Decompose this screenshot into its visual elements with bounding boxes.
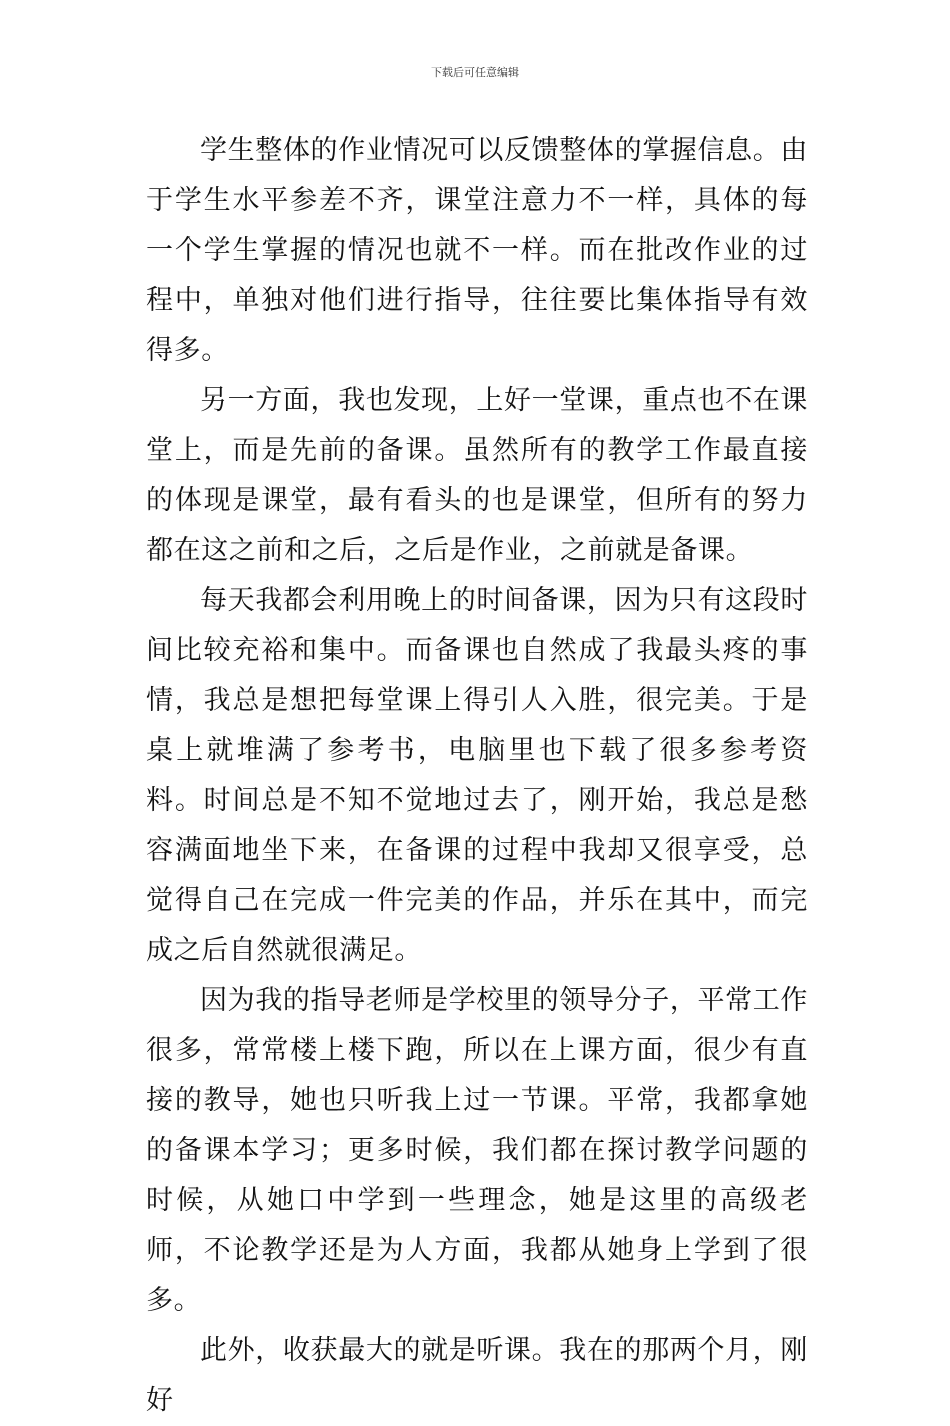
paragraph-5: 此外，收获最大的就是听课。我在的那两个月，刚好 (146, 1335, 808, 1416)
paragraph-1: 学生整体的作业情况可以反馈整体的掌握信息。由于学生水平参差不齐，课堂注意力不一样，具体的每一个学生掌握的情况也就不一样。而在批改作业的过程中，单独对他们进行指导，往往要比集体指导有效得多。 (146, 135, 808, 366)
paragraph-4: 因为我的指导老师是学校里的领导分子，平常工作很多，常常楼上楼下跑，所以在上课方面，很少有直接的教导，她也只听我上过一节课。平常，我都拿她的备课本学习；更多时候，我们都在探讨教学问题的时候，从她口中学到一些理念，她是这里的高级老师，不论教学还是为人方面，我都从她身上学到了很多。 (146, 985, 808, 1316)
paragraph-2: 另一方面，我也发现，上好一堂课，重点也不在课堂上，而是先前的备课。虽然所有的教学工作最直接的体现是课堂，最有看头的也是课堂，但所有的努力都在这之前和之后，之后是作业，之前就是备课。 (146, 385, 808, 566)
document-body (146, 126, 808, 1426)
paragraph-3: 每天我都会利用晚上的时间备课，因为只有这段时间比较充裕和集中。而备课也自然成了我最头疼的事情，我总是想把每堂课上得引人入胜，很完美。于是桌上就堆满了参考书，电脑里也下载了很多参考资料。时间总是不知不觉地过去了，刚开始，我总是愁容满面地坐下来，在备课的过程中我却又很享受，总觉得自己在完成一件完美的作品，并乐在其中，而完成之后自然就很满足。 (146, 585, 808, 966)
page-header: 下载后可任意编辑 (431, 66, 519, 79)
